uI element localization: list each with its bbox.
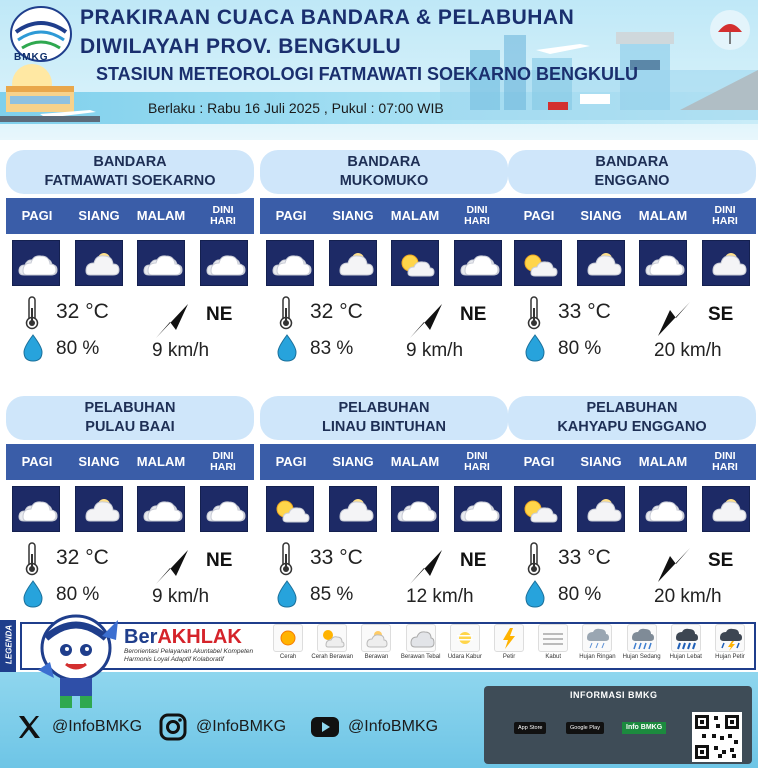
cloudy-icon-graphic <box>455 241 503 287</box>
sunny-cloudy-icon <box>514 486 562 532</box>
period-siang: SIANG <box>332 208 374 223</box>
cloudy-icon <box>639 240 687 286</box>
period-pagi: PAGI <box>523 454 555 469</box>
cloudy-icon <box>266 240 314 286</box>
temperature-value: 33 °C <box>558 300 611 323</box>
cloudy-icon-graphic <box>138 487 186 533</box>
wind-direction-arrow-icon <box>152 300 192 340</box>
period-header <box>6 198 254 234</box>
sun-cloud-icon-graphic <box>318 625 346 651</box>
partly-cloudy-icon <box>702 486 750 532</box>
cloudy-icon-graphic <box>640 241 688 287</box>
page-subtitle: DIWILAYAH PROV. BENGKULU <box>80 35 402 58</box>
legend-item-label: Petir <box>502 654 516 660</box>
partly-cloudy-icon <box>329 240 377 286</box>
thermometer-icon <box>24 542 40 576</box>
station-location: FATMAWATI SOEKARNO <box>44 173 216 189</box>
core-values <box>124 648 264 664</box>
thick-cloud-icon <box>406 624 436 652</box>
sunny-cloudy-icon-graphic <box>515 241 563 287</box>
humidity-drop-icon <box>524 580 546 608</box>
cloudy-icon <box>12 240 60 286</box>
period-dini-hari <box>192 451 254 473</box>
partly-cloudy-icon-graphic <box>578 241 626 287</box>
partly-cloudy-icon-graphic <box>703 241 751 287</box>
humidity-value: 85 % <box>310 584 354 605</box>
period-dini: DINI <box>714 450 736 462</box>
legend-item-label: Cerah Berawan <box>311 654 354 660</box>
legend-item <box>620 624 664 670</box>
cloudy-icon <box>137 486 185 532</box>
station-title <box>508 150 756 194</box>
wind-direction-arrow-icon <box>406 300 446 340</box>
period-dini: DINI <box>466 204 488 216</box>
period-hari: HARI <box>712 461 738 473</box>
period-dini-hari <box>694 205 756 227</box>
legend-item-label: Hujan Lebat <box>669 654 702 660</box>
x-handle: @InfoBMKG <box>52 718 143 735</box>
humidity-value: 80 % <box>56 338 100 359</box>
station-title <box>6 396 254 440</box>
period-pagi: PAGI <box>21 208 53 223</box>
heavy-rain-icon <box>671 624 701 652</box>
sun-icon-graphic <box>274 625 302 651</box>
wind-direction-arrow-icon <box>654 546 694 586</box>
haze-icon <box>450 624 480 652</box>
core-values-line2: Harmonis Loyal Adaptif Kolaboratif <box>124 656 224 663</box>
temperature-value: 33 °C <box>558 546 611 569</box>
moderate-rain-icon <box>627 624 657 652</box>
cloudy-icon-graphic <box>13 487 61 533</box>
sunny-cloudy-icon <box>391 240 439 286</box>
period-siang: SIANG <box>580 454 622 469</box>
mascot-illustration <box>30 606 122 710</box>
cloudy-icon-graphic <box>201 241 249 287</box>
period-dini: DINI <box>212 450 234 462</box>
period-siang: SIANG <box>78 454 120 469</box>
haze-icon-graphic <box>451 625 479 651</box>
period-hari: HARI <box>210 215 236 227</box>
period-header <box>6 444 254 480</box>
station-panel <box>260 396 508 610</box>
period-malam: MALAM <box>390 454 440 469</box>
station-type: BANDARA <box>347 154 421 170</box>
period-malam: MALAM <box>638 208 688 223</box>
logo-text: BMKG <box>14 52 49 63</box>
cloudy-icon-graphic <box>267 241 315 287</box>
weather-icons-row <box>12 486 248 532</box>
light-rain-icon-graphic <box>583 625 611 651</box>
station-name: STASIUN METEOROLOGI FATMAWATI SOEKARNO BENGKULU <box>96 64 638 84</box>
cloudy-icon <box>391 486 439 532</box>
station-location: KAHYAPU ENGGANO <box>557 419 707 435</box>
thermometer-icon <box>278 542 294 576</box>
info-bmkg-app-badge: Info BMKG <box>622 722 666 734</box>
page-title: PRAKIRAAN CUACA BANDARA & PELABUHAN <box>80 6 575 29</box>
lightning-icon-graphic <box>495 625 523 651</box>
legend-item-label: Berawan <box>364 654 389 660</box>
legend-item-label: Hujan Petir <box>715 654 745 660</box>
wind-speed: 20 km/h <box>654 340 722 361</box>
station-panel <box>260 150 508 364</box>
period-pagi: PAGI <box>523 208 555 223</box>
period-header <box>260 198 508 234</box>
thunderstorm-icon <box>715 624 745 652</box>
temperature-value: 32 °C <box>56 300 109 323</box>
period-malam: MALAM <box>136 208 186 223</box>
cloudy-icon-graphic <box>13 241 61 287</box>
period-pagi: PAGI <box>21 454 53 469</box>
youtube-icon <box>310 712 340 742</box>
station-location: MUKOMUKO <box>339 173 429 189</box>
station-type: PELABUHAN <box>586 400 678 416</box>
station-title <box>6 150 254 194</box>
period-hari: HARI <box>712 215 738 227</box>
legend-item-label: Cerah <box>279 654 297 660</box>
cloudy-icon <box>137 240 185 286</box>
legend-item-label: Hujan Ringan <box>579 654 616 660</box>
partly-cloudy-icon-graphic <box>330 241 378 287</box>
wind-direction-arrow-icon <box>152 546 192 586</box>
partly-cloudy-icon-graphic <box>76 241 124 287</box>
humidity-drop-icon <box>276 334 298 362</box>
humidity-value: 80 % <box>56 584 100 605</box>
cloudy-icon-graphic <box>392 487 440 533</box>
core-values-line1: Berorientasi Pelayanan Akuntabel Kompeten <box>124 648 254 655</box>
station-type: BANDARA <box>93 154 167 170</box>
humidity-drop-icon <box>276 580 298 608</box>
legend-item <box>708 624 752 670</box>
legend-item-label: Kabut <box>545 654 562 660</box>
period-header <box>508 198 756 234</box>
station-title <box>260 396 508 440</box>
thermometer-icon <box>526 542 542 576</box>
moderate-rain-icon-graphic <box>628 625 656 651</box>
cloud-sun-icon-graphic <box>362 625 390 651</box>
sun-icon <box>273 624 303 652</box>
thick-cloud-icon-graphic <box>407 625 435 651</box>
instagram-handle: @InfoBMKG <box>196 718 287 735</box>
berakhlak-ber: Ber <box>124 626 158 648</box>
cloudy-icon-graphic <box>201 487 249 533</box>
cloudy-icon <box>454 486 502 532</box>
cloudy-icon <box>12 486 60 532</box>
partly-cloudy-icon-graphic <box>703 487 751 533</box>
legend-item <box>266 624 310 670</box>
period-dini: DINI <box>466 450 488 462</box>
legend-item <box>664 624 708 670</box>
light-rain-icon <box>582 624 612 652</box>
legend-item <box>487 624 531 670</box>
heavy-rain-icon-graphic <box>672 625 700 651</box>
station-type: BANDARA <box>595 154 669 170</box>
station-panel <box>6 150 254 364</box>
instagram-link[interactable] <box>158 712 286 742</box>
wind-speed: 12 km/h <box>406 586 474 607</box>
legend-item <box>399 624 443 670</box>
fog-icon <box>538 624 568 652</box>
station-panel <box>508 150 756 364</box>
station-type: PELABUHAN <box>338 400 430 416</box>
cloudy-icon <box>454 240 502 286</box>
legend-item <box>443 624 487 670</box>
period-dini-hari <box>446 205 508 227</box>
sunny-cloudy-icon <box>266 486 314 532</box>
cloudy-icon <box>639 486 687 532</box>
app-store-badge[interactable]: App Store <box>514 722 546 734</box>
cloud-sun-icon <box>361 624 391 652</box>
temperature-value: 33 °C <box>310 546 363 569</box>
wind-direction: NE <box>206 550 233 571</box>
legend-items <box>266 624 752 670</box>
legend-item <box>531 624 575 670</box>
cloudy-icon <box>200 486 248 532</box>
weather-icons-row <box>266 486 502 532</box>
period-pagi: PAGI <box>275 208 307 223</box>
partly-cloudy-icon <box>75 486 123 532</box>
cloudy-icon-graphic <box>138 241 186 287</box>
partly-cloudy-icon <box>577 240 625 286</box>
berakhlak-akhlak: AKHLAK <box>157 626 242 648</box>
period-siang: SIANG <box>78 208 120 223</box>
wind-direction: NE <box>460 550 487 571</box>
temperature-value: 32 °C <box>310 300 363 323</box>
period-malam: MALAM <box>638 454 688 469</box>
x-icon <box>14 712 44 742</box>
period-header <box>260 444 508 480</box>
period-hari: HARI <box>210 461 236 473</box>
instagram-icon <box>158 712 188 742</box>
sunny-cloudy-icon <box>514 240 562 286</box>
cloudy-icon-graphic <box>455 487 503 533</box>
thermometer-icon <box>526 296 542 330</box>
google-play-badge[interactable]: Google Play <box>566 722 604 734</box>
temperature-value: 32 °C <box>56 546 109 569</box>
period-header <box>508 444 756 480</box>
legend-side-label: LEGENDA <box>4 624 14 665</box>
weather-icons-row <box>12 240 248 286</box>
wind-direction: NE <box>460 304 487 325</box>
wind-speed: 9 km/h <box>406 340 464 361</box>
legend-item <box>354 624 398 670</box>
weather-icons-row <box>514 240 750 286</box>
partly-cloudy-icon-graphic <box>330 487 378 533</box>
period-hari: HARI <box>464 215 490 227</box>
station-location: LINAU BINTUHAN <box>321 419 447 435</box>
fog-icon-graphic <box>539 625 567 651</box>
period-siang: SIANG <box>332 454 374 469</box>
legend-item-label: Berawan Tebal <box>400 654 441 660</box>
terminal-illustration <box>0 62 100 122</box>
partly-cloudy-icon <box>702 240 750 286</box>
period-dini-hari <box>694 451 756 473</box>
wind-direction: SE <box>708 304 734 325</box>
wind-speed: 20 km/h <box>654 586 722 607</box>
station-location: ENGGANO <box>594 173 670 189</box>
period-dini-hari <box>446 451 508 473</box>
thermometer-icon <box>278 296 294 330</box>
sun-cloud-icon <box>317 624 347 652</box>
sunny-cloudy-icon-graphic <box>515 487 563 533</box>
partly-cloudy-icon-graphic <box>76 487 124 533</box>
info-bmkg-title: INFORMASI BMKG <box>570 690 658 700</box>
humidity-value: 83 % <box>310 338 354 359</box>
period-siang: SIANG <box>580 208 622 223</box>
humidity-drop-icon <box>22 580 44 608</box>
validity-text: Berlaku : Rabu 16 Juli 2025 , Pukul : 07:00 WIB <box>148 100 444 116</box>
lightning-icon <box>494 624 524 652</box>
cloudy-icon <box>200 240 248 286</box>
thunderstorm-icon-graphic <box>716 625 744 651</box>
x-link[interactable] <box>14 712 142 742</box>
humidity-value: 80 % <box>558 338 602 359</box>
station-type: PELABUHAN <box>84 400 176 416</box>
legend-item <box>310 624 354 670</box>
legend-item-label: Hujan Sedang <box>622 654 661 660</box>
youtube-link[interactable] <box>310 712 438 742</box>
period-dini: DINI <box>714 204 736 216</box>
wind-speed: 9 km/h <box>152 586 210 607</box>
partly-cloudy-icon <box>75 240 123 286</box>
sunny-cloudy-icon-graphic <box>267 487 315 533</box>
berakhlak-logo <box>124 626 242 649</box>
legend-item <box>575 624 619 670</box>
period-hari: HARI <box>464 461 490 473</box>
station-panel <box>6 396 254 610</box>
cloudy-icon-graphic <box>640 487 688 533</box>
period-dini-hari <box>192 205 254 227</box>
station-title <box>260 150 508 194</box>
wind-direction: SE <box>708 550 734 571</box>
weather-icons-row <box>266 240 502 286</box>
humidity-drop-icon <box>22 334 44 362</box>
wind-speed: 9 km/h <box>152 340 210 361</box>
legend-item-label: Udara Kabur <box>447 654 482 660</box>
wind-direction: NE <box>206 304 233 325</box>
thermometer-icon <box>24 296 40 330</box>
partly-cloudy-icon <box>577 486 625 532</box>
qr-code[interactable] <box>692 712 742 762</box>
wind-direction-arrow-icon <box>654 300 694 340</box>
weather-icons-row <box>514 486 750 532</box>
station-location: PULAU BAAI <box>85 419 175 435</box>
wind-direction-arrow-icon <box>406 546 446 586</box>
sunny-cloudy-icon-graphic <box>392 241 440 287</box>
partly-cloudy-icon <box>329 486 377 532</box>
period-dini: DINI <box>212 204 234 216</box>
humidity-value: 80 % <box>558 584 602 605</box>
station-panel <box>508 396 756 610</box>
period-malam: MALAM <box>136 454 186 469</box>
station-title <box>508 396 756 440</box>
period-pagi: PAGI <box>275 454 307 469</box>
partly-cloudy-icon-graphic <box>578 487 626 533</box>
humidity-drop-icon <box>524 334 546 362</box>
youtube-handle: @InfoBMKG <box>348 718 439 735</box>
period-malam: MALAM <box>390 208 440 223</box>
